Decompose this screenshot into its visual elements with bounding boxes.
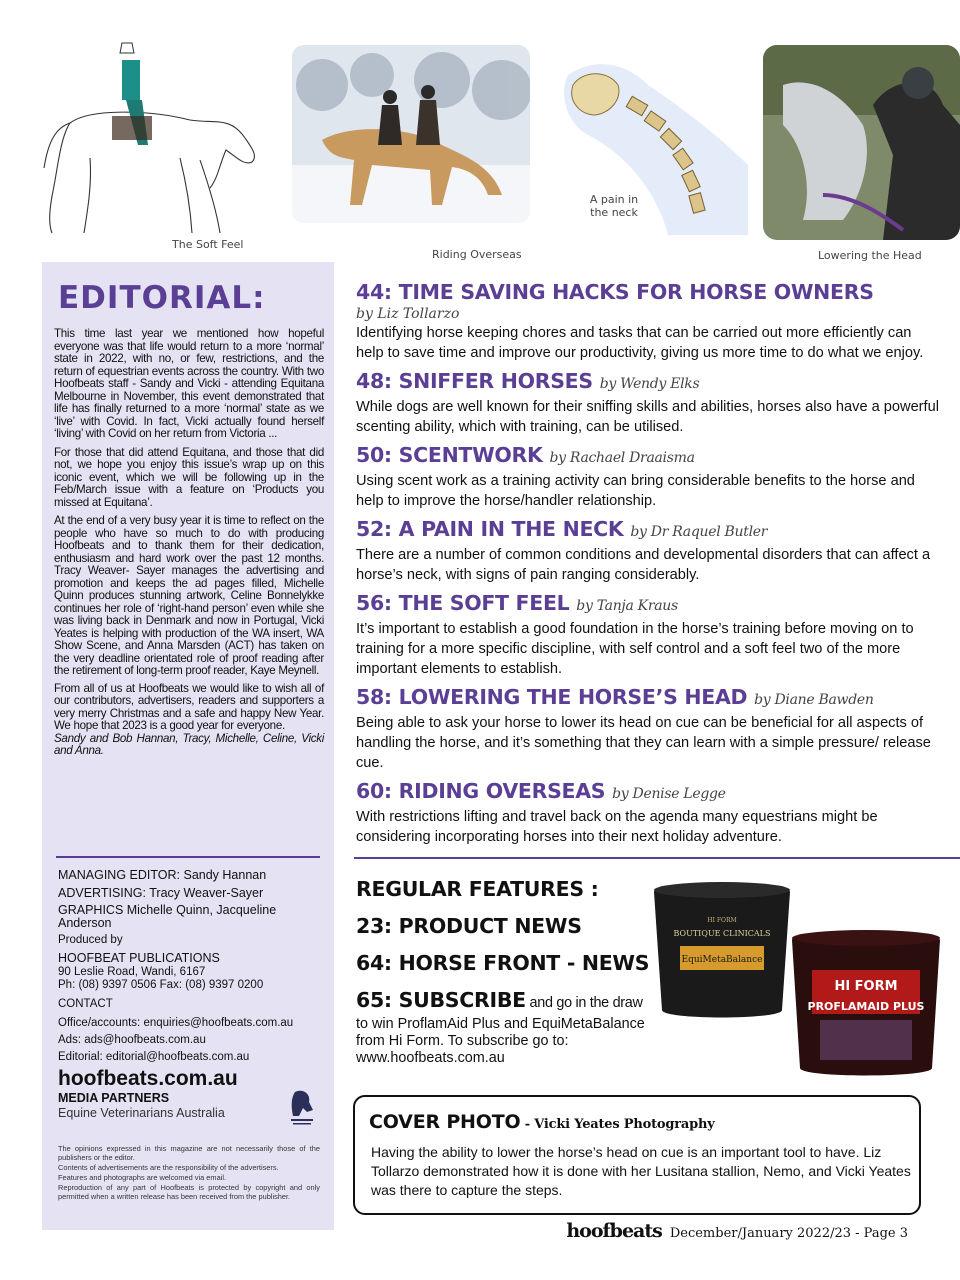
cover-description: Having the ability to lower the horse’s head on cue is an important tool to have. Liz Tollarzo demonstrated how it is done with her Lusitana stallion, Nemo, and Vicki Yeates was there to capture the steps.	[371, 1144, 911, 1198]
article-description: Identifying horse keeping chores and tasks that can be carried out more efficiently can help to save time and improve our productivity, giving us more time to do what we enjoy.	[356, 325, 924, 361]
feature-product-news[interactable]: 23: PRODUCT NEWS	[356, 914, 582, 938]
regular-features	[356, 876, 656, 1067]
publisher-address: 90 Leslie Road, Wandi, 6167	[58, 966, 206, 978]
cover-credit: - Vicki Yeates Photography	[520, 1117, 715, 1132]
tub1-brand: HI FORM	[707, 917, 737, 924]
article-author: by Rachael Draaisma	[549, 450, 695, 466]
subscribe-description: to win ProflamAid Plus and EquiMetaBalance from Hi Form. To subscribe go to: www.hoofbeats.com.au	[356, 1016, 645, 1066]
editorial-paragraph: From all of us at Hoofbeats we would like to wish all of our contributors, advertisers, readers and supporters a very merry Christmas and a safe and happy New Year. We hope that 2023 is a good year for everyone.	[54, 681, 324, 732]
article-entry[interactable]	[356, 443, 940, 511]
tub1-name: EquiMetaBalance	[681, 955, 763, 965]
editorial-body	[54, 328, 324, 764]
editorial-paragraph: At the end of a very busy year it is time to reflect on the people who have so much to do with producing Hoofbeats and to thank them for their dedication, enthusiasm and hard work over the past 12 months. Tracy Weaver- Sayer manages the advertising and promotion and keeps the ad pages filled, Michelle Quinn produces stunning artwork, Celine Bonnelykke continues her role of ‘right-hand person’ even while she was living back in Denmark and now in Portugal, Vicki Yeates is helping with production of the WA insert, WA Show Scene, and Anna Marsden (ACT) has taken on the very deadline orientated role of proof reading after the retirement of long-term proof reader, Kaye Meynell.	[54, 514, 324, 677]
article-description: Being able to ask your horse to lower its head on cue can be beneficial for all aspects of handling the horse, and it’s something that they can learn with a simple pressure/ release cue.	[356, 715, 931, 771]
editorial-email-link[interactable]: Editorial: editorial@hoofbeats.com.au	[58, 1051, 250, 1063]
soft-feel-illustration	[30, 28, 270, 238]
cover-title: COVER PHOTO	[369, 1111, 521, 1133]
article-title: 58: LOWERING THE HORSE’S HEAD	[356, 685, 748, 709]
article-description: While dogs are well known for their sniffing skills and abilities, horses also have a powerful scenting ability, which with training, can be utilised.	[356, 399, 939, 435]
footer-brand: hoofbeats	[566, 1220, 662, 1242]
feature-subscribe[interactable]: 65: SUBSCRIBE	[356, 988, 526, 1012]
subscribe-tail: and go in the draw	[525, 995, 643, 1011]
article-title: 52: A PAIN IN THE NECK	[356, 517, 624, 541]
article-entry[interactable]	[356, 591, 940, 679]
editorial-signature: Sandy and Bob Hannan, Tracy, Michelle, Celine, Vicki and Anna.	[54, 731, 324, 757]
tub1-line: BOUTIQUE CLINICALS	[673, 929, 771, 938]
article-entry[interactable]	[356, 517, 940, 585]
article-entry[interactable]	[356, 685, 940, 773]
neck-skeleton-diagram	[548, 45, 748, 235]
disclaimer-line: Features and photographs are welcomed via email.	[58, 1173, 227, 1182]
product-tubs-image	[650, 880, 940, 1080]
article-author: by Liz Tollarzo	[356, 306, 460, 322]
managing-editor: MANAGING EDITOR: Sandy Hannan	[58, 868, 267, 882]
publisher-phone: Ph: (08) 9397 0506 Fax: (08) 9397 0200	[58, 979, 264, 991]
article-title: 48: SNIFFER HORSES	[356, 369, 593, 393]
lowering-head-photo	[763, 45, 960, 240]
editorial-panel	[42, 262, 334, 1230]
article-entry[interactable]	[356, 369, 940, 437]
article-description: With restrictions lifting and travel back on the agenda many equestrians might be considering incorporating horses into their next holiday adventure.	[356, 809, 878, 845]
article-entry[interactable]	[356, 779, 940, 847]
article-author: by Dr Raquel Butler	[630, 524, 768, 540]
disclaimer-line: The opinions expressed in this magazine are not necessarily those of the publishers or the editor.	[58, 1144, 320, 1162]
page-footer	[566, 1220, 908, 1242]
editorial-title: EDITORIAL:	[58, 280, 266, 316]
article-author: by Wendy Elks	[599, 376, 700, 392]
disclaimer	[58, 1144, 320, 1205]
graphics-credit: GRAPHICS Michelle Quinn, Jacqueline Anderson	[58, 903, 277, 930]
tub2-brand: HI FORM	[834, 979, 898, 994]
tub2-name: PROFLAMAID PLUS	[807, 1000, 925, 1013]
divider	[56, 856, 320, 858]
disclaimer-line: Contents of advertisements are the responsibility of the advertisers.	[58, 1163, 279, 1172]
ads-email-link[interactable]: Ads: ads@hoofbeats.com.au	[58, 1034, 206, 1046]
website-link[interactable]: hoofbeats.com.au	[58, 1067, 238, 1090]
article-description: There are a number of common conditions and developmental disorders that can affect a horse’s neck, with signs of pain ranging considerably.	[356, 547, 931, 583]
editorial-paragraph: This time last year we mentioned how hopeful everyone was that life would return to a more ‘normal’ state in 2022, with no, or few, restrictions, and the return of equestrian events across the country. With two Hoofbeats staff - Sandy and Vicki - attending Equitana Melbourne in November, this event demonstrated that life has finally returned to a more ‘normal’ state as we ‘live’ with Covid. In fact, Vicki actually found herself ‘living’ with Covid on her return from Victoria ...	[54, 327, 324, 440]
caption-pain-in-neck: A pain in the neck	[589, 193, 639, 219]
article-title: 50: SCENTWORK	[356, 443, 543, 467]
caption-riding-overseas: Riding Overseas	[432, 248, 522, 261]
divider	[354, 857, 960, 859]
editorial-paragraph: For those that did attend Equitana, and those that did not, we hope you enjoy this issue’s wrap up on this iconic event, which we will be following up in the Feb/March issue with a feature on ‘Products you missed at Equitana’.	[54, 445, 324, 509]
article-title: 56: THE SOFT FEEL	[356, 591, 570, 615]
cover-photo-box	[353, 1095, 921, 1215]
produced-by: Produced by	[58, 934, 123, 946]
contact-heading: CONTACT	[58, 998, 113, 1010]
caption-soft-feel: The Soft Feel	[172, 238, 244, 251]
feature-horse-front[interactable]: 64: HORSE FRONT - NEWS	[356, 951, 650, 975]
horse-head-logo	[287, 1088, 317, 1128]
article-title: 60: RIDING OVERSEAS	[356, 779, 606, 803]
article-author: by Denise Legge	[612, 786, 726, 802]
credits-block	[58, 868, 326, 1124]
article-author: by Diane Bawden	[754, 692, 874, 708]
article-description: Using scent work as a training activity can bring considerable benefits to the horse and help to improve the horse/handler relationship.	[356, 473, 915, 509]
footer-issue: December/January 2022/23 - Page 3	[669, 1226, 908, 1241]
publisher-name: HOOFBEAT PUBLICATIONS	[58, 951, 220, 965]
article-title: 44: TIME SAVING HACKS FOR HORSE OWNERS	[356, 280, 874, 304]
article-author: by Tanja Kraus	[576, 598, 678, 614]
contents-list	[356, 280, 940, 853]
caption-lowering-head: Lowering the Head	[818, 249, 922, 262]
article-entry[interactable]	[356, 280, 940, 363]
office-email-link[interactable]: Office/accounts: enquiries@hoofbeats.com.au	[58, 1017, 294, 1029]
media-partner-name: Equine Veterinarians Australia	[58, 1106, 225, 1120]
article-description: It’s important to establish a good foundation in the horse’s training before moving on to training for a more specific discipline, with self control and a soft feel two of the more important elements to establish.	[356, 621, 914, 677]
riding-overseas-photo	[292, 45, 530, 223]
advertising-credit: ADVERTISING: Tracy Weaver-Sayer	[58, 886, 264, 900]
media-partners-heading: MEDIA PARTNERS	[58, 1091, 170, 1105]
disclaimer-line: Reproduction of any part of Hoofbeats is protected by copyright and only permitted when a written release has been received from the publisher.	[58, 1183, 320, 1201]
features-heading: REGULAR FEATURES :	[356, 877, 599, 901]
